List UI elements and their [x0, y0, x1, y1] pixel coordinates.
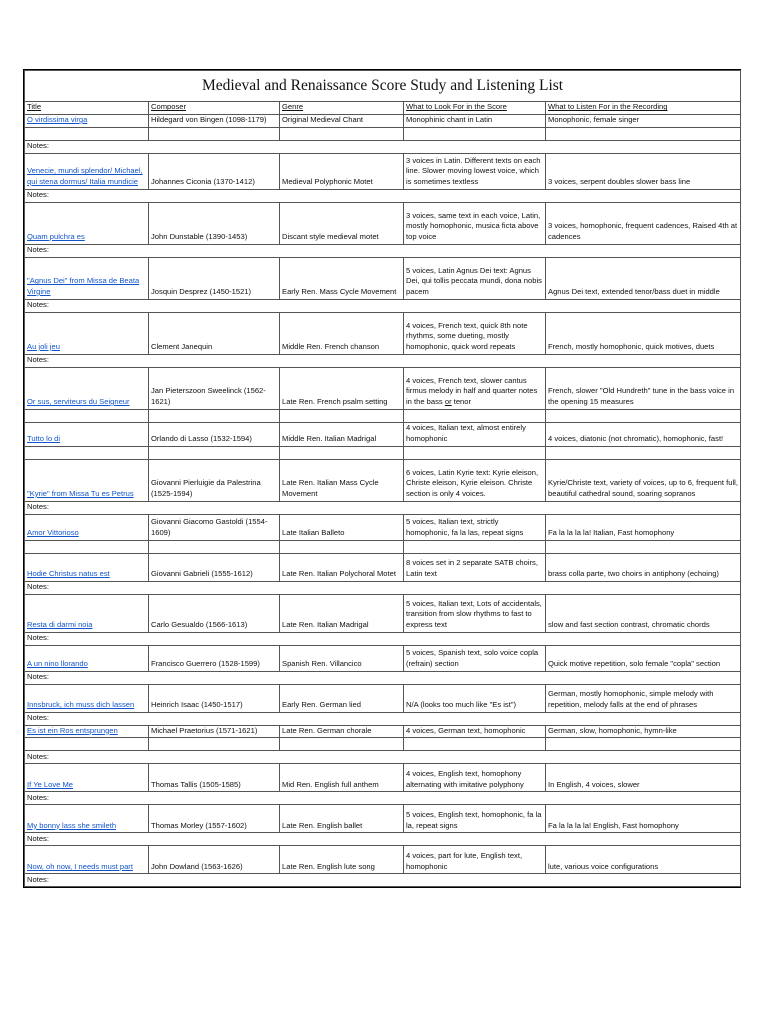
- composer-cell: Clement Janequin: [149, 312, 280, 354]
- composer-cell: Josquin Desprez (1450-1521): [149, 257, 280, 299]
- genre-cell: Late Ren. English lute song: [280, 846, 404, 874]
- notes-label: Notes:: [25, 140, 741, 153]
- look-for-cell: 5 voices, Italian text, strictly homophonic, fa la las, repeat signs: [404, 514, 546, 540]
- notes-row: [25, 354, 741, 367]
- notes-row: [25, 792, 741, 805]
- notes-row: [25, 299, 741, 312]
- notes-row: [25, 189, 741, 202]
- piece-title-link[interactable]: Resta di darmi noia: [25, 594, 149, 632]
- genre-cell: Late Ren. German chorale: [280, 725, 404, 738]
- piece-title-link[interactable]: Or sus, serviteurs du Seigneur: [25, 367, 149, 409]
- look-text-or: or: [444, 397, 452, 406]
- look-text-b: tenor: [451, 397, 472, 406]
- look-for-cell: 4 voices, English text, homophony alternating with imitative polyphony: [404, 764, 546, 792]
- genre-cell: Late Ren. French psalm setting: [280, 367, 404, 409]
- piece-title-link[interactable]: O virdissima virga: [25, 115, 149, 128]
- notes-label: Notes:: [25, 244, 741, 257]
- notes-label: Notes:: [25, 671, 741, 684]
- header-row: [25, 102, 741, 115]
- table-row: [25, 115, 741, 128]
- table-row: [25, 764, 741, 792]
- piece-title-link[interactable]: Quam pulchra es: [25, 202, 149, 244]
- piece-title-link[interactable]: Hodie Christus natus est: [25, 553, 149, 581]
- listen-for-cell: German, slow, homophonic, hymn-like: [546, 725, 741, 738]
- listen-for-cell: slow and fast section contrast, chromatic chords: [546, 594, 741, 632]
- listen-for-cell: lute, various voice configurations: [546, 846, 741, 874]
- genre-cell: Mid Ren. English full anthem: [280, 764, 404, 792]
- table-row: [25, 805, 741, 833]
- spacer-row: [25, 446, 741, 459]
- page-title: Medieval and Renaissance Score Study and Listening List: [25, 71, 741, 102]
- composer-cell: Giovanni Gabrieli (1555-1612): [149, 553, 280, 581]
- composer-cell: Orlando di Lasso (1532-1594): [149, 422, 280, 446]
- spacer-row: [25, 540, 741, 553]
- notes-row: [25, 140, 741, 153]
- table-row: [25, 846, 741, 874]
- genre-cell: Late Ren. Italian Mass Cycle Movement: [280, 459, 404, 501]
- look-for-cell: Monophinic chant in Latin: [404, 115, 546, 128]
- listening-list-table: [24, 70, 741, 887]
- listen-for-cell: Agnus Dei text, extended tenor/bass duet in middle: [546, 257, 741, 299]
- composer-cell: Giovanni Pierluigie da Palestrina (1525-1594): [149, 459, 280, 501]
- look-for-cell: 3 voices, same text in each voice, Latin, mostly homophonic, musica ficta above top voice: [404, 202, 546, 244]
- genre-cell: Late Ren. Italian Polychoral Motet: [280, 553, 404, 581]
- notes-label: Notes:: [25, 299, 741, 312]
- spacer-row: [25, 409, 741, 422]
- notes-row: [25, 751, 741, 764]
- composer-cell: Thomas Tallis (1505-1585): [149, 764, 280, 792]
- notes-label: Notes:: [25, 354, 741, 367]
- listen-for-cell: Quick motive repetition, solo female "copla" section: [546, 645, 741, 671]
- notes-row: [25, 712, 741, 725]
- listen-for-cell: Kyrie/Christe text, variety of voices, up to 6, frequent full, beautiful cathedral sound, soaring sopranos: [546, 459, 741, 501]
- table-row: [25, 459, 741, 501]
- table-row: [25, 367, 741, 409]
- look-for-cell: 3 voices in Latin. Different texts on each line. Slower moving lowest voice, which is sometimes textless: [404, 153, 546, 189]
- look-for-cell: 5 voices, Italian text, Lots of accidentals, transition from slow rhythms to fast to express text: [404, 594, 546, 632]
- genre-cell: Late Ren. English ballet: [280, 805, 404, 833]
- notes-row: [25, 671, 741, 684]
- piece-title-link[interactable]: A un nino llorando: [25, 645, 149, 671]
- genre-cell: Spanish Ren. Villancico: [280, 645, 404, 671]
- notes-label: Notes:: [25, 792, 741, 805]
- listen-for-cell: 3 voices, homophonic, frequent cadences, Raised 4th at cadences: [546, 202, 741, 244]
- look-for-cell: 4 voices, German text, homophonic: [404, 725, 546, 738]
- look-for-cell: 4 voices, Italian text, almost entirely homophonic: [404, 422, 546, 446]
- piece-title-link[interactable]: Amor Vittorioso: [25, 514, 149, 540]
- piece-title-link[interactable]: Now, oh now, I needs must part: [25, 846, 149, 874]
- notes-label: Notes:: [25, 833, 741, 846]
- piece-title-link[interactable]: "Agnus Dei" from Missa de Beata Virgine: [25, 257, 149, 299]
- genre-cell: Middle Ren. French chanson: [280, 312, 404, 354]
- listen-for-cell: French, slower "Old Hundreth" tune in the bass voice in the opening 15 measures: [546, 367, 741, 409]
- table-row: [25, 594, 741, 632]
- header-composer: Composer: [149, 102, 280, 115]
- composer-cell: John Dowland (1563-1626): [149, 846, 280, 874]
- composer-cell: Hildegard von Bingen (1098-1179): [149, 115, 280, 128]
- genre-cell: Middle Ren. Italian Madrigal: [280, 422, 404, 446]
- notes-label: Notes:: [25, 751, 741, 764]
- piece-title-link[interactable]: My bonny lass she smileth: [25, 805, 149, 833]
- composer-cell: Giovanni Giacomo Gastoldi (1554-1609): [149, 514, 280, 540]
- table-row: [25, 422, 741, 446]
- look-for-cell: 4 voices, part for lute, English text, homophonic: [404, 846, 546, 874]
- notes-label: Notes:: [25, 581, 741, 594]
- header-title: Title: [25, 102, 149, 115]
- look-for-cell: N/A (looks too much like "Es ist"): [404, 684, 546, 712]
- notes-label: Notes:: [25, 189, 741, 202]
- piece-title-link[interactable]: Tutto lo di: [25, 422, 149, 446]
- composer-cell: Michael Praetorius (1571-1621): [149, 725, 280, 738]
- composer-cell: John Dunstable (1390-1453): [149, 202, 280, 244]
- composer-cell: Johannes Ciconia (1370-1412): [149, 153, 280, 189]
- listen-for-cell: German, mostly homophonic, simple melody with repetition, melody falls at the end of phrases: [546, 684, 741, 712]
- look-for-cell: 6 voices, Latin Kyrie text: Kyrie eleison, Christe eleison, Kyrie eleison. Christe section is only 4 voices.: [404, 459, 546, 501]
- look-for-cell: 5 voices, Latin Agnus Dei text: Agnus Dei, qui tollis peccata mundi, dona nobis pacem: [404, 257, 546, 299]
- listen-for-cell: 3 voices, serpent doubles slower bass line: [546, 153, 741, 189]
- header-look: What to Look For in the Score: [404, 102, 546, 115]
- genre-cell: Late Ren. Italian Madrigal: [280, 594, 404, 632]
- notes-row: [25, 244, 741, 257]
- genre-cell: Original Medieval Chant: [280, 115, 404, 128]
- notes-row: [25, 833, 741, 846]
- notes-label: Notes:: [25, 632, 741, 645]
- piece-title-link[interactable]: Innsbruck, ich muss dich lassen: [25, 684, 149, 712]
- look-for-cell: 5 voices, English text, homophonic, fa la la, repeat signs: [404, 805, 546, 833]
- composer-cell: Thomas Morley (1557-1602): [149, 805, 280, 833]
- notes-row: [25, 874, 741, 887]
- composer-cell: Heinrich Isaac (1450-1517): [149, 684, 280, 712]
- table-row: [25, 514, 741, 540]
- look-for-cell: 4 voices, French text, quick 8th note rhythms, some dueting, mostly homophonic, quick word repeats: [404, 312, 546, 354]
- spacer-row: [25, 127, 741, 140]
- composer-cell: Carlo Gesualdo (1566-1613): [149, 594, 280, 632]
- piece-title-link[interactable]: Au joli jeu: [25, 312, 149, 354]
- listen-for-cell: Fa la la la la! Italian, Fast homophony: [546, 514, 741, 540]
- listen-for-cell: Fa la la la la! English, Fast homophony: [546, 805, 741, 833]
- piece-title-link[interactable]: If Ye Love Me: [25, 764, 149, 792]
- table-row: [25, 684, 741, 712]
- table-row: [25, 725, 741, 738]
- look-for-cell: 8 voices set in 2 separate SATB choirs, Latin text: [404, 553, 546, 581]
- genre-cell: Discant style medieval motet: [280, 202, 404, 244]
- genre-cell: Early Ren. Mass Cycle Movement: [280, 257, 404, 299]
- genre-cell: Medieval Polyphonic Motet: [280, 153, 404, 189]
- notes-label: Notes:: [25, 874, 741, 887]
- table-row: [25, 257, 741, 299]
- listen-for-cell: brass colla parte, two choirs in antiphony (echoing): [546, 553, 741, 581]
- notes-row: [25, 581, 741, 594]
- piece-title-link[interactable]: Es ist ein Ros entsprungen: [25, 725, 149, 738]
- composer-cell: Jan Pieterszoon Sweelinck (1562-1621): [149, 367, 280, 409]
- listen-for-cell: French, mostly homophonic, quick motives, duets: [546, 312, 741, 354]
- table-row: [25, 312, 741, 354]
- table-row: [25, 153, 741, 189]
- notes-row: [25, 632, 741, 645]
- table-row: [25, 645, 741, 671]
- spacer-row: [25, 738, 741, 751]
- notes-label: Notes:: [25, 501, 741, 514]
- header-listen: What to Listen For in the Recording: [546, 102, 741, 115]
- listen-for-cell: In English, 4 voices, slower: [546, 764, 741, 792]
- listen-for-cell: Monophonic, female singer: [546, 115, 741, 128]
- look-for-cell: [404, 367, 546, 409]
- notes-label: Notes:: [25, 712, 741, 725]
- composer-cell: Francisco Guerrero (1528-1599): [149, 645, 280, 671]
- score-study-sheet: [23, 69, 741, 888]
- table-row: [25, 202, 741, 244]
- table-row: [25, 553, 741, 581]
- look-text-a: 4 voices, French text, slower cantus firmus melody in half and quarter notes in the bass: [406, 375, 538, 406]
- header-genre: Genre: [280, 102, 404, 115]
- notes-row: [25, 501, 741, 514]
- piece-title-link[interactable]: Venecie, mundi splendor/ Michael, qui stena dormus/ Italia mundicie: [25, 153, 149, 189]
- piece-title-link[interactable]: "Kyrie" from Missa Tu es Petrus: [25, 459, 149, 501]
- listen-for-cell: 4 voices, diatonic (not chromatic), homophonic, fast!: [546, 422, 741, 446]
- look-for-cell: 5 voices, Spanish text, solo voice copla (refrain) section: [404, 645, 546, 671]
- genre-cell: Late Italian Balleto: [280, 514, 404, 540]
- genre-cell: Early Ren. German lied: [280, 684, 404, 712]
